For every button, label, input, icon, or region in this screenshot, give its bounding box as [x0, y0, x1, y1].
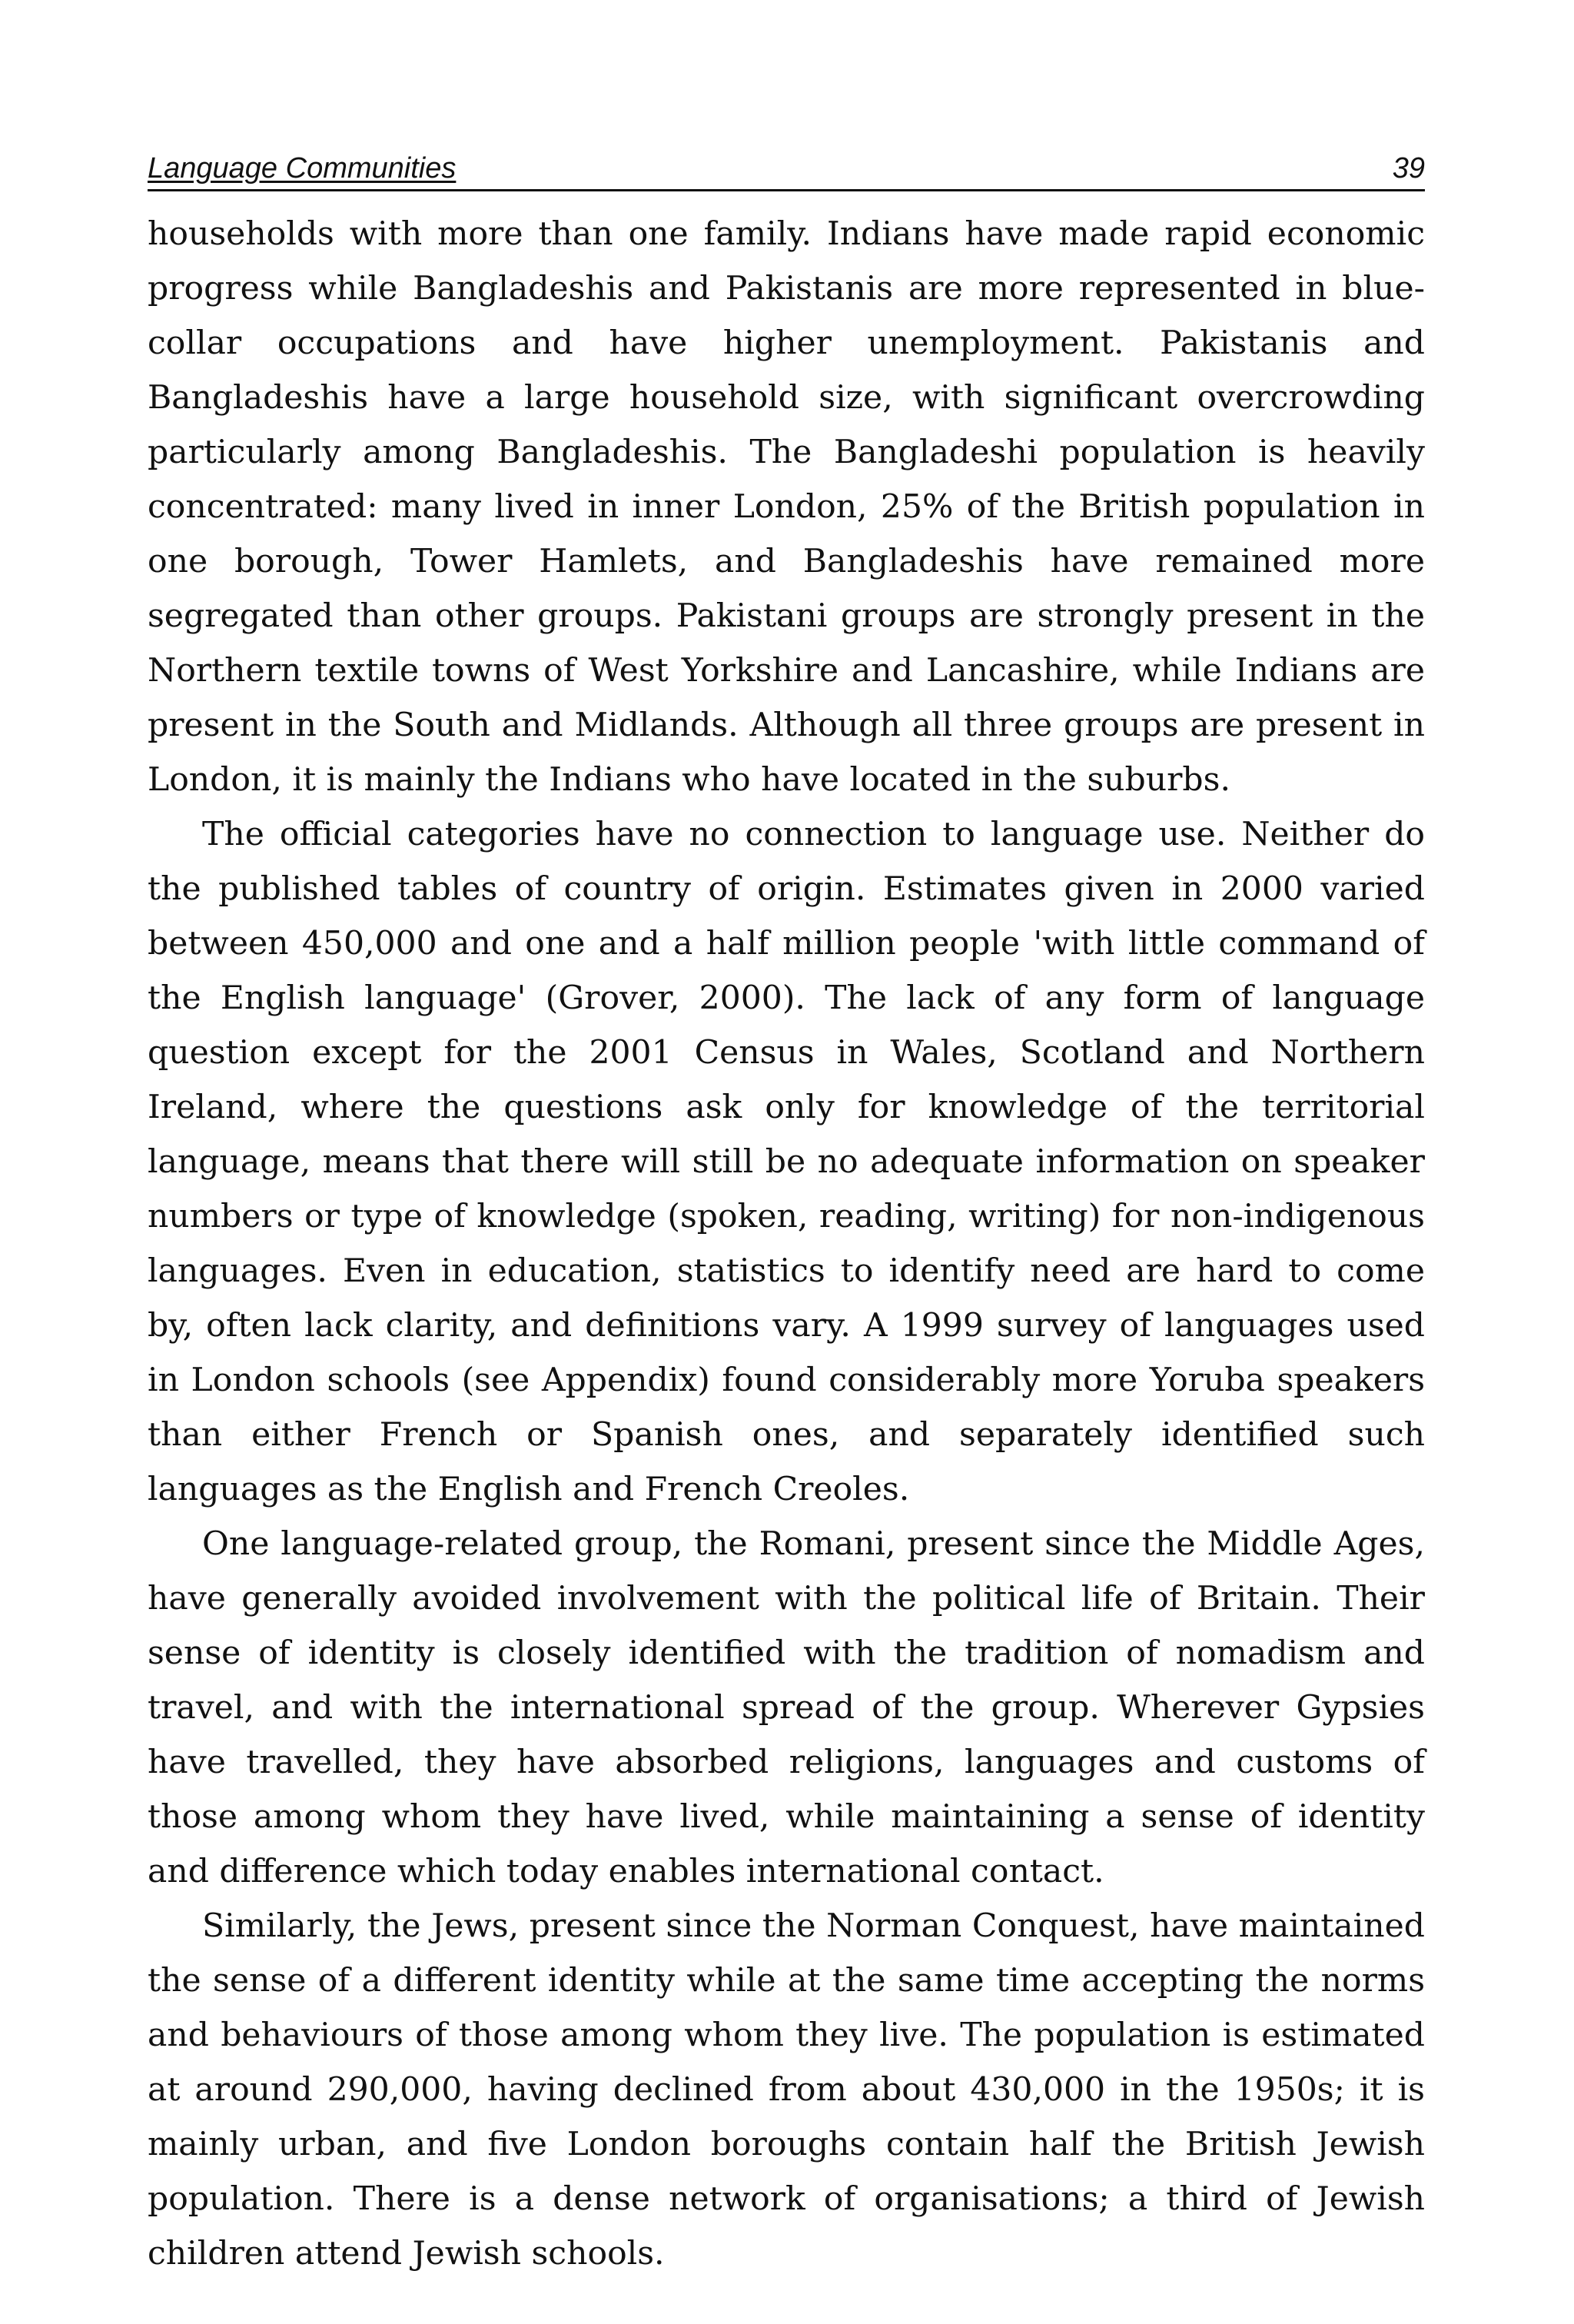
page-number: 39 [1392, 152, 1425, 185]
paragraph-continued: households with more than one family. Indians have made rapid economic progress while Bangladeshis and Pakistanis are more represented in blue-collar occupations and have higher unemployment. Pakistanis and Bangladeshis have a large household size, with significant overcrowding particularly among Bangladeshis. The Bangladeshi population is heavily concentrated: many lived in inner London, 25% of the British population in one borough, Tower Hamlets, and Bangladeshis have remained more segregated than other groups. Pakistani groups are strongly present in the Northern textile towns of West Yorkshire and Lancashire, while Indians are present in the South and Midlands. Although all three groups are present in London, it is mainly the Indians who have located in the suburbs. [148, 215, 1425, 799]
book-page [148, 146, 1425, 2281]
body-text [148, 207, 1425, 2281]
paragraph-jews: Similarly, the Jews, present since the Norman Conquest, have maintained the sense of a different identity while at the same time accepting the norms and behaviours of those among whom they live. The population is estimated at around 290,000, having declined from about 430,000 in the 1950s; it is mainly urban, and five London boroughs contain half the British Jewish population. There is a dense network of organisations; a third of Jewish children attend Jewish schools. [148, 1907, 1425, 2272]
paragraph-official-categories: The official categories have no connection to language use. Neither do the published tables of country of origin. Estimates given in 2000 varied between 450,000 and one and a half million people 'with little command of the English language' (Grover, 2000). The lack of any form of language question except for the 2001 Census in Wales, Scotland and Northern Ireland, where the questions ask only for knowledge of the territorial language, means that there will still be no adequate information on speaker numbers or type of knowledge (spoken, reading, writing) for non-indigenous languages. Even in education, statistics to identify need are hard to come by, often lack clarity, and definitions vary. A 1999 survey of languages used in London schools (see Appendix) found considerably more Yoruba speakers than either French or Spanish ones, and separately identified such languages as the English and French Creoles. [148, 816, 1425, 1508]
running-title: Language Communities [148, 152, 457, 185]
running-header [148, 146, 1425, 191]
paragraph-romani: One language-related group, the Romani, present since the Middle Ages, have generally avoided involvement with the political life of Britain. Their sense of identity is closely identified with the tradition of nomadism and travel, and with the international spread of the group. Wherever Gypsies have travelled, they have absorbed religions, languages and customs of those among whom they have lived, while maintaining a sense of identity and difference which today enables international contact. [148, 1525, 1425, 1890]
